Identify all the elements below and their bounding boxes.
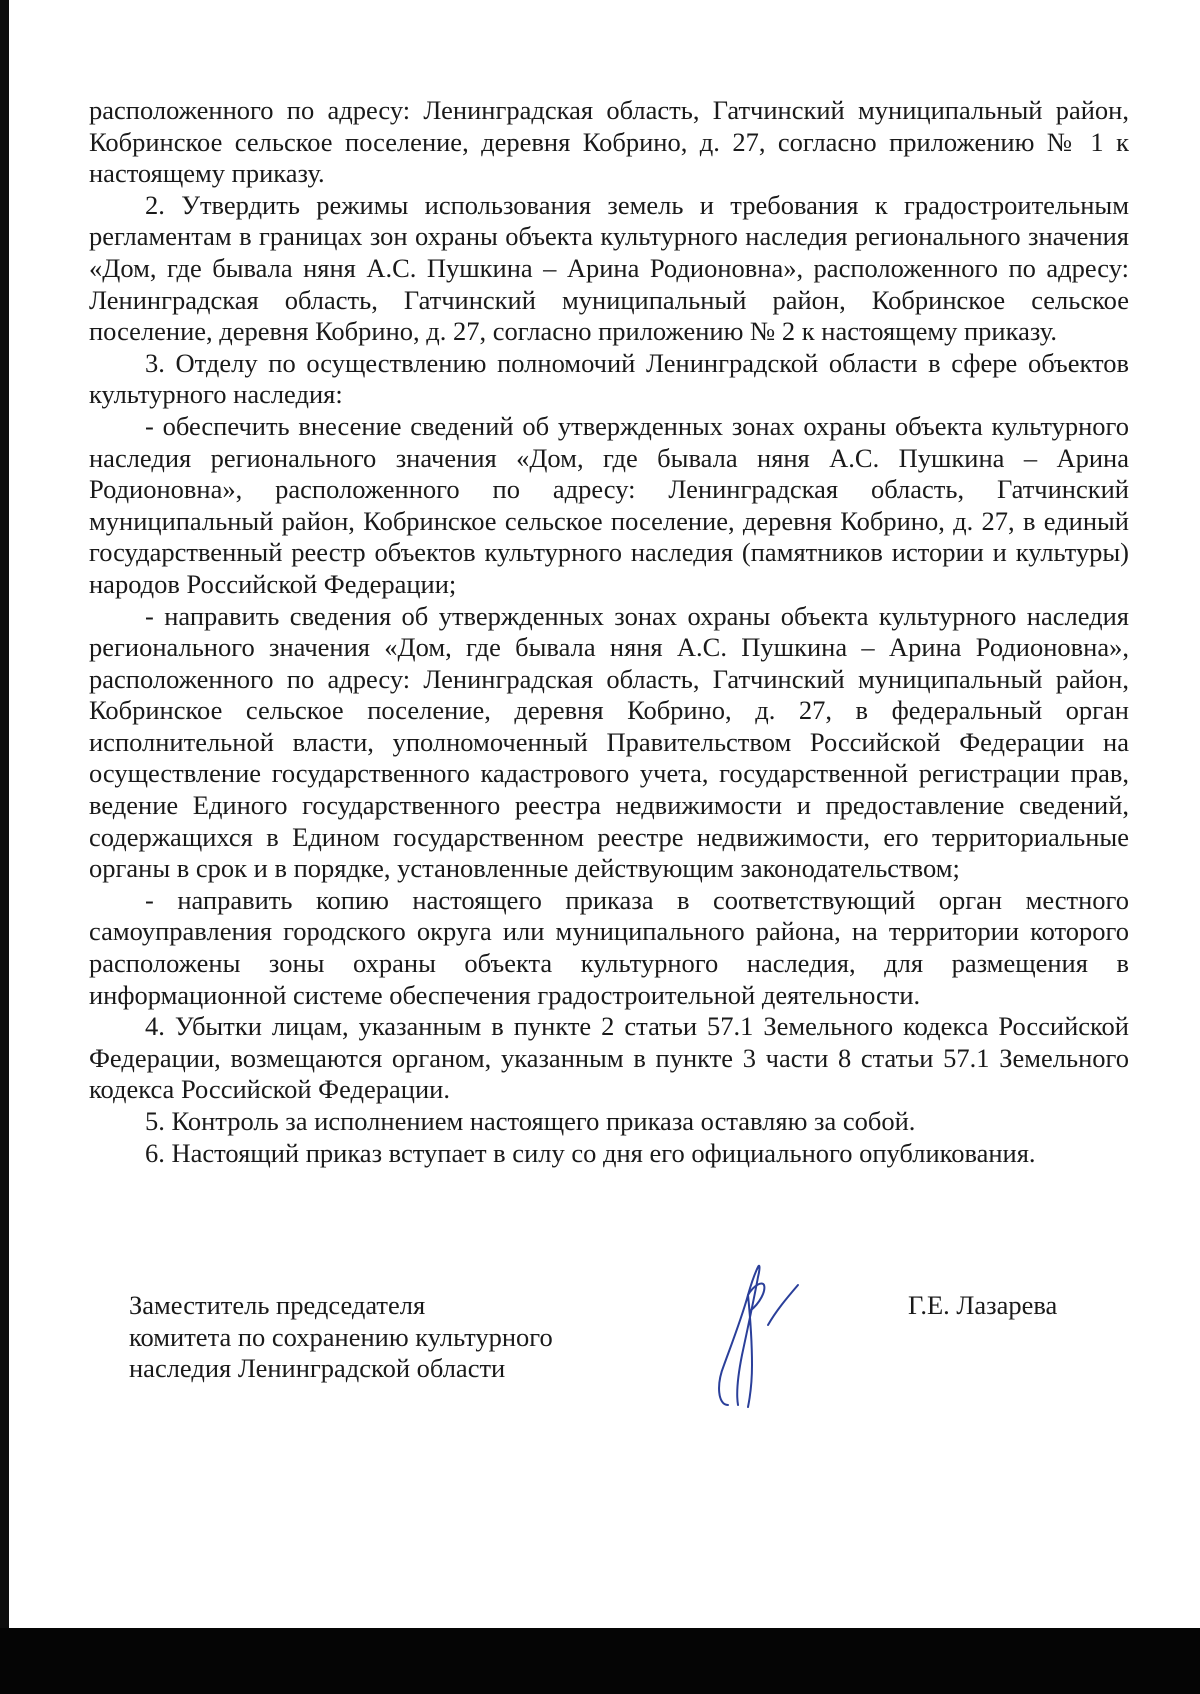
scan-bottom-band <box>0 1628 1200 1694</box>
signer-position-line-2: комитета по сохранению культурного <box>129 1321 553 1352</box>
paragraph-item-5: 5. Контроль за исполнением настоящего приказа оставляю за собой. <box>145 1106 916 1136</box>
paragraph-item-3-bullet-1: - обеспечить внесение сведений об утвержденных зонах охраны объекта культурного наследия регионального значения «Дом, где бывала няня А.С. Пушкина – Арина Родионовна», расположенного по адресу: Ленинградская область, Гатчинский муниципальный район, Кобринское сельское поселение, деревня Кобрино, д. 27, в единый государственный реестр объектов культурного наследия (памятников истории и культуры) народов Российской Федерации; <box>89 410 1129 599</box>
paragraph-intro-continuation: расположенного по адресу: Ленинградская область, Гатчинский муниципальный район, Кобринское сельское поселение, деревня Кобрино, д. 27, согласно приложению № 1 к настоящему приказу. <box>89 95 1129 189</box>
handwritten-signature <box>690 1255 810 1415</box>
signer-name: Г.Е. Лазарева <box>908 1290 1058 1320</box>
signature-strokes <box>719 1266 798 1407</box>
scan-left-edge <box>0 0 9 1694</box>
signer-position-line-3: наследия Ленинградской области <box>129 1353 506 1384</box>
paragraph-item-4: 4. Убытки лицам, указанным в пункте 2 статьи 57.1 Земельного кодекса Российской Федерации, возмещаются органом, указанным в пункте 3 части 8 статьи 57.1 Земельного кодекса Российской Федерации. <box>89 1011 1129 1105</box>
document-body <box>89 95 1129 1169</box>
paragraph-item-3-bullet-3: - направить копию настоящего приказа в соответствующий орган местного самоуправления городского округа или муниципального района, на территории которого расположены зоны охраны объекта культурного наследия, для размещения в информационной системе обеспечения градостроительной деятельности. <box>89 884 1129 1010</box>
signer-position <box>129 1290 553 1385</box>
paragraph-item-6: 6. Настоящий приказ вступает в силу со дня его официального опубликования. <box>145 1137 1036 1168</box>
paragraph-item-2: 2. Утвердить режимы использования земель и требования к градостроительным регламентам в границах зон охраны объекта культурного наследия регионального значения «Дом, где бывала няня А.С. Пушкина – Арина Родионовна», расположенного по адресу: Ленинградская область, Гатчинский муниципальный район, Кобринское сельское поселение, деревня Кобрино, д. 27, согласно приложению № 2 к настоящему приказу. <box>89 189 1129 347</box>
paragraph-item-3: 3. Отделу по осуществлению полномочий Ленинградской области в сфере объектов культурного наследия: <box>89 347 1129 410</box>
signer-position-line-1: Заместитель председателя <box>129 1290 426 1320</box>
paragraph-item-3-bullet-2: - направить сведения об утвержденных зонах охраны объекта культурного наследия регионального значения «Дом, где бывала няня А.С. Пушкина – Арина Родионовна», расположенного по адресу: Ленинградская область, Гатчинский муниципальный район, Кобринское сельское поселение, деревня Кобрино, д. 27, в федеральный орган исполнительной власти, уполномоченный Правительством Российской Федерации на осуществление государственного кадастрового учета, государственной регистрации прав, ведение Единого государственного реестра недвижимости и предоставление сведений, содержащихся в Едином государственном реестре недвижимости, его территориальные органы в срок и в порядке, установленные действующим законодательством; <box>89 600 1129 884</box>
